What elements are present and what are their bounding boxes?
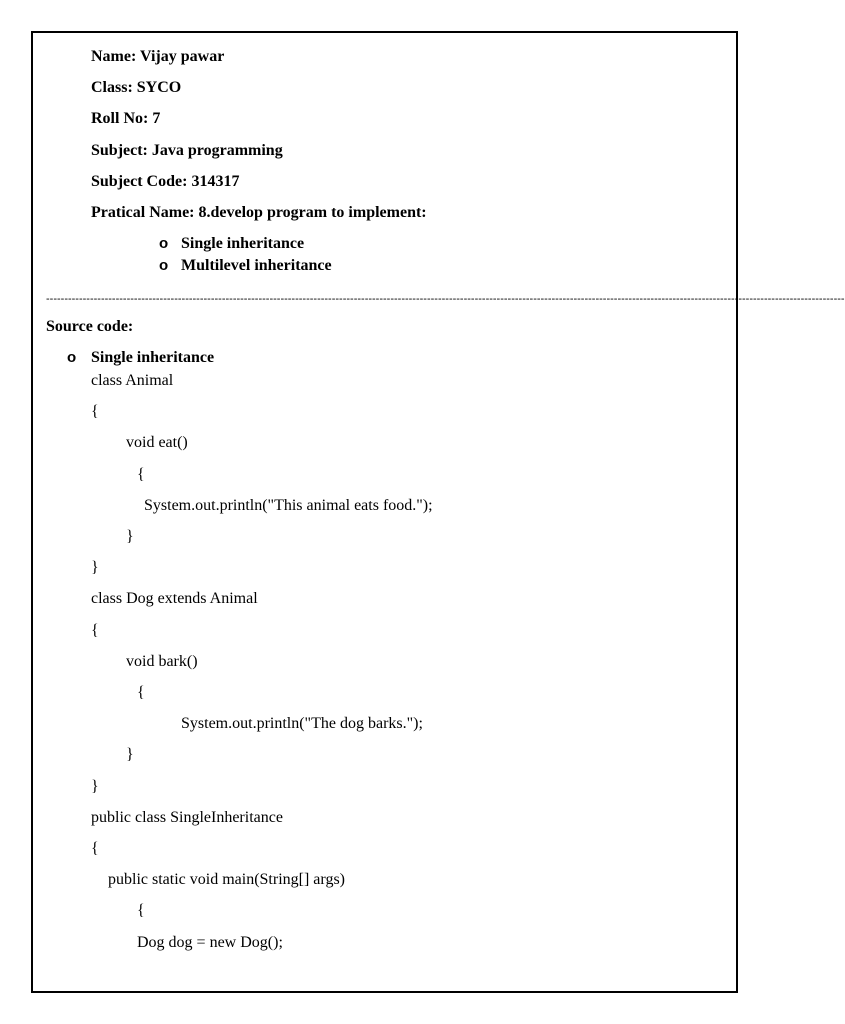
code-line: System.out.println("The dog barks."); bbox=[181, 715, 423, 732]
code-line: { bbox=[91, 840, 99, 857]
code-line: Dog dog = new Dog(); bbox=[137, 934, 283, 951]
code-line: { bbox=[91, 403, 99, 420]
code-line: { bbox=[137, 902, 145, 919]
code-line: } bbox=[91, 778, 99, 795]
section-title: Single inheritance bbox=[91, 349, 215, 366]
code-line: void eat() bbox=[126, 434, 188, 451]
code-line: public class SingleInheritance bbox=[91, 809, 283, 826]
student-name: Name: Vijay pawar bbox=[91, 48, 225, 65]
subject-code: Subject Code: 314317 bbox=[91, 173, 240, 190]
roll-number: Roll No: 7 bbox=[91, 110, 161, 127]
code-line: } bbox=[91, 559, 99, 576]
code-line: } bbox=[126, 528, 134, 545]
code-line: { bbox=[137, 684, 145, 701]
code-line: { bbox=[91, 622, 99, 639]
source-code-heading: Source code: bbox=[46, 318, 134, 335]
code-line: class Dog extends Animal bbox=[91, 590, 258, 607]
topic-item: Multilevel inheritance bbox=[181, 257, 332, 274]
code-line: } bbox=[126, 746, 134, 763]
code-line: { bbox=[137, 466, 145, 483]
bullet-marker: o bbox=[159, 235, 169, 252]
practical-name: Pratical Name: 8.develop program to implement: bbox=[91, 204, 427, 221]
student-class: Class: SYCO bbox=[91, 79, 182, 96]
dashed-separator: -------------------------------------------------------------------------------------------------------------------------------------------------------------------------------------------------------------------------- bbox=[46, 293, 845, 305]
code-line: void bark() bbox=[126, 653, 198, 670]
bullet-marker: o bbox=[159, 257, 169, 274]
subject: Subject: Java programming bbox=[91, 142, 283, 159]
code-line: public static void main(String[] args) bbox=[108, 871, 345, 888]
bullet-marker: o bbox=[67, 349, 77, 366]
topic-item: Single inheritance bbox=[181, 235, 305, 252]
code-line: System.out.println("This animal eats food."); bbox=[144, 497, 433, 514]
code-line: class Animal bbox=[91, 372, 174, 389]
